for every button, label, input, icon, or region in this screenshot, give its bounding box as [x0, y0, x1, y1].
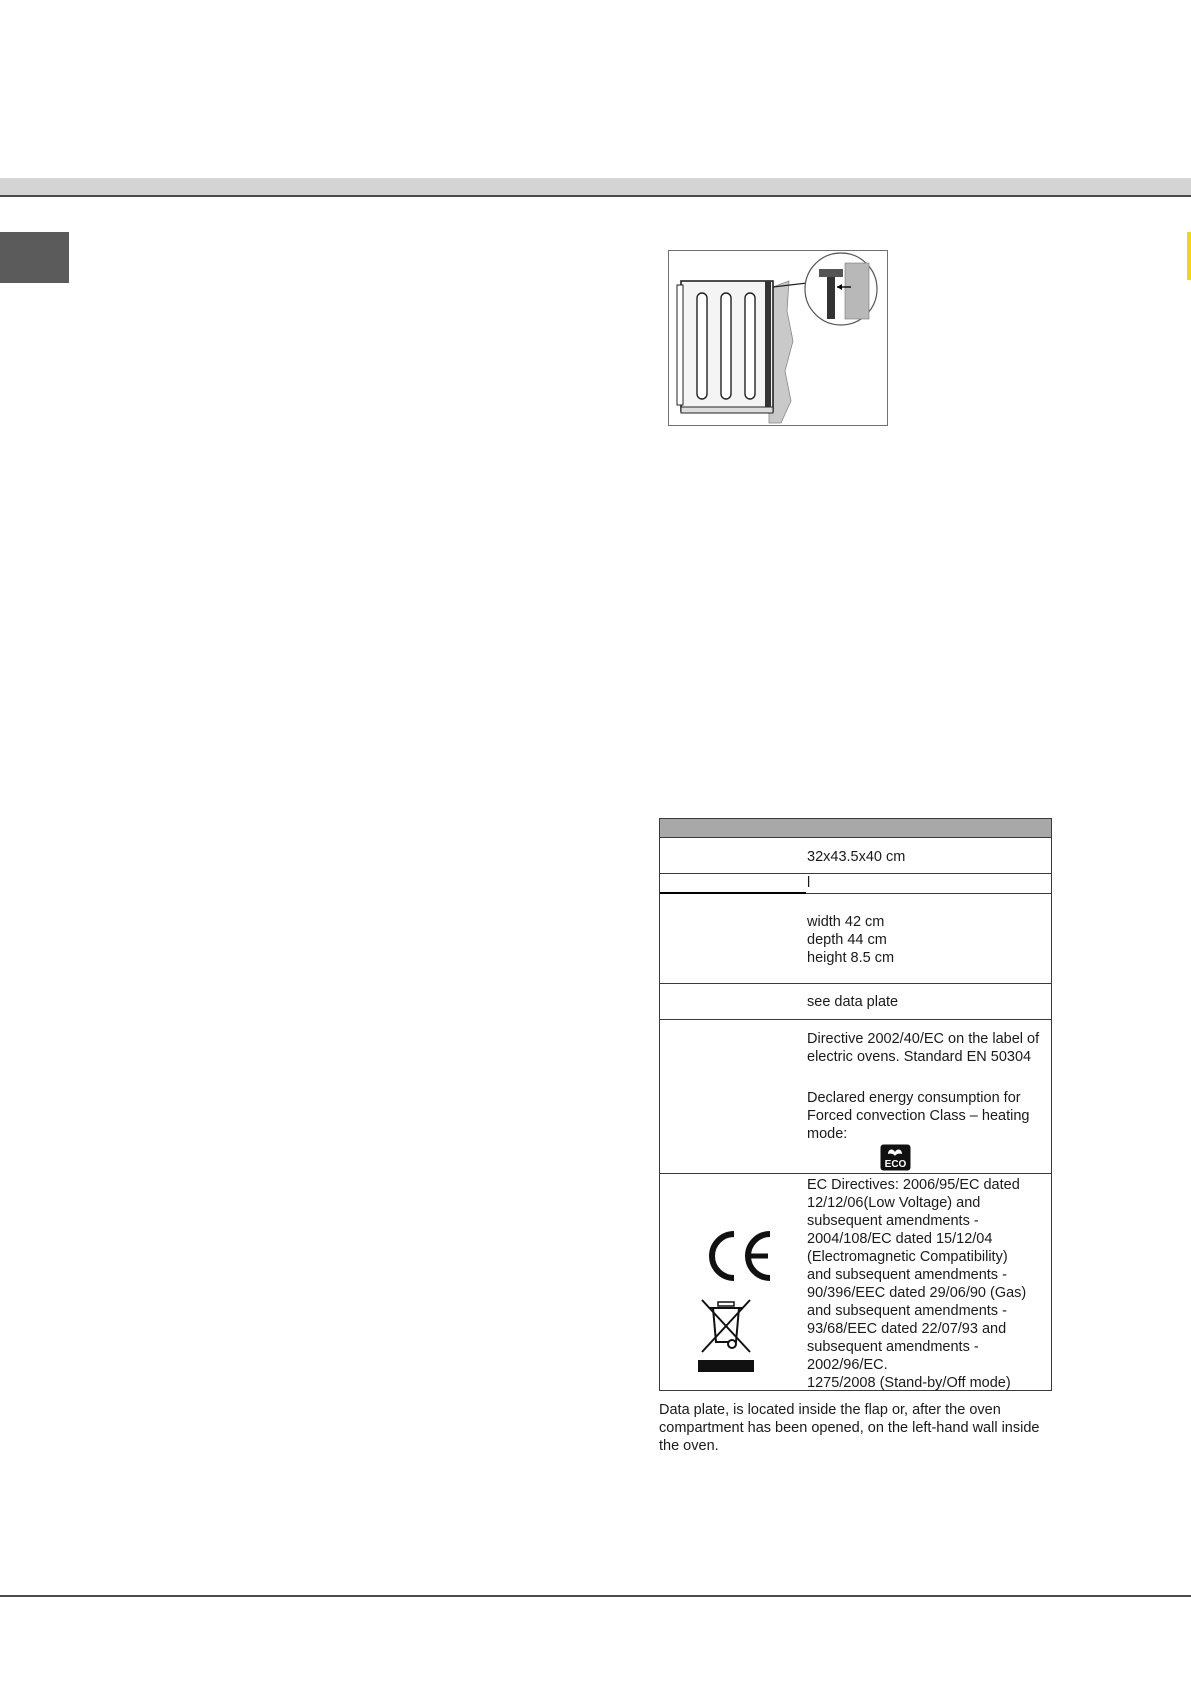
ec-directive-line: 1275/2008 (Stand-by/Off mode): [807, 1375, 1011, 1391]
oven-volume-value: l: [807, 875, 811, 891]
ec-directive-line: 90/396/EEC dated 29/06/90 (Gas): [807, 1285, 1027, 1301]
ec-directive-line: (Electromagnetic Compatibility): [807, 1249, 1008, 1265]
ec-directive-line: EC Directives: 2006/95/EC dated: [807, 1177, 1020, 1193]
table-row-ec-directives: [660, 1174, 1051, 1390]
svg-text:ECO: ECO: [884, 1159, 907, 1170]
ec-directive-line: subsequent amendments -: [807, 1339, 979, 1355]
technical-specifications-table: [659, 818, 1052, 1391]
ec-directive-line: and subsequent amendments -: [807, 1267, 1007, 1283]
data-plate-footnote: Data plate, is located inside the flap or, after the oven compartment has been opened, on the left-hand wall inside the oven.: [659, 1402, 1040, 1454]
footer-rule: [0, 1595, 1191, 1597]
table-row-energy-label: [660, 1020, 1051, 1174]
table-row-oven-dimensions: [660, 838, 1051, 874]
oven-side-diagram: [668, 250, 888, 426]
ec-directive-line: 93/68/EEC dated 22/07/93 and: [807, 1321, 1007, 1337]
ce-mark-icon: [700, 1228, 776, 1284]
weee-bin-icon: [696, 1294, 756, 1372]
table-row-voltage-frequency: [660, 984, 1051, 1020]
voltage-frequency-value: see data plate: [807, 994, 899, 1010]
oven-dimensions-value: 32x43.5x40 cm: [807, 849, 906, 865]
useful-height: height 8.5 cm: [807, 950, 895, 966]
ec-directive-line: and subsequent amendments -: [807, 1303, 1007, 1319]
ec-directive-line: subsequent amendments -: [807, 1213, 979, 1229]
eco-icon: [880, 1144, 911, 1171]
table-row-oven-volume: [660, 874, 1051, 894]
header-rule: [0, 195, 1191, 197]
energy-consumption-text: Declared energy consumption for Forced convection Class – heating mode:: [807, 1090, 1030, 1142]
header-band: [0, 178, 1191, 196]
energy-directive-text: Directive 2002/40/EC on the label of electric ovens. Standard EN 50304: [807, 1031, 1040, 1065]
ec-directive-line: 12/12/06(Low Voltage) and: [807, 1195, 981, 1211]
ec-directive-line: 2004/108/EC dated 15/12/04: [807, 1231, 993, 1247]
useful-depth: depth 44 cm: [807, 932, 887, 948]
page-edge-marker: [1187, 232, 1191, 280]
ec-directive-line: 2002/96/EC.: [807, 1357, 888, 1373]
table-row-useful-measurements: [660, 894, 1051, 984]
language-tab: [0, 232, 69, 283]
useful-width: width 42 cm: [807, 914, 885, 930]
table-header-bar: [660, 819, 1051, 838]
